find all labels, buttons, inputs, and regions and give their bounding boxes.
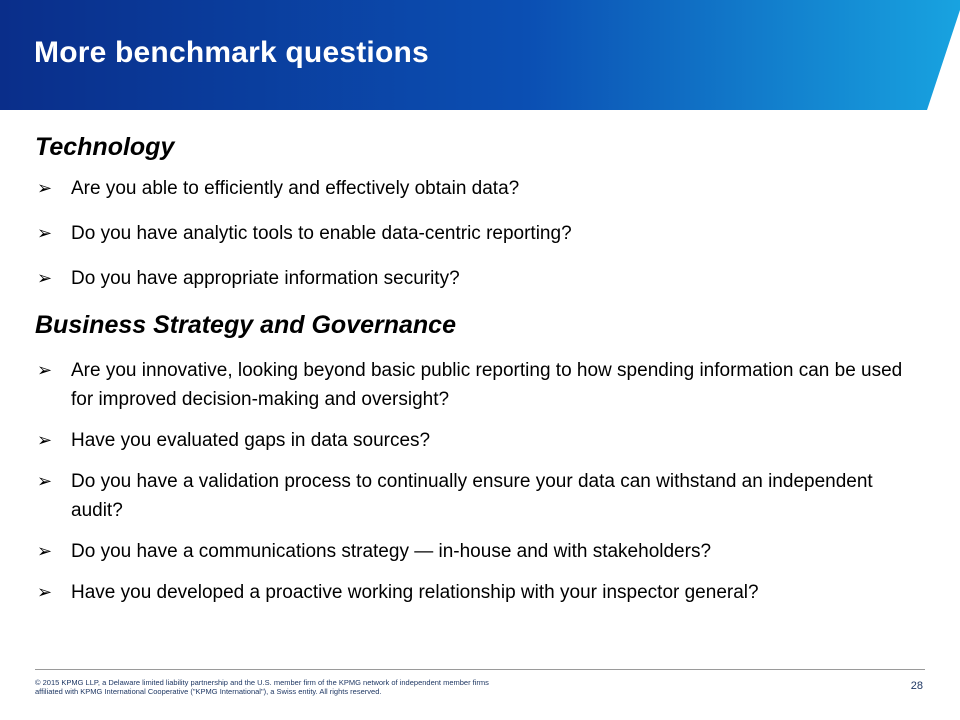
arrowhead-bullet-icon: ➢ <box>37 223 53 243</box>
business-strategy-question-list <box>35 356 915 619</box>
arrowhead-bullet-icon: ➢ <box>37 471 53 491</box>
copyright-notice: © 2015 KPMG LLP, a Delaware limited liability partnership and the U.S. member firm of the KPMG network of independent member firms affiliated with KPMG International Cooperative ("KPMG International"), a Swiss entity. All rights reserved. <box>35 678 489 696</box>
section-heading-business-strategy: Business Strategy and Governance <box>35 311 456 339</box>
arrowhead-bullet-icon: ➢ <box>37 360 53 380</box>
question-text: Have you developed a proactive working relationship with your inspector general? <box>71 582 759 603</box>
title-banner <box>0 0 960 110</box>
list-item <box>35 426 915 455</box>
question-text: Have you evaluated gaps in data sources? <box>71 430 431 451</box>
question-text: Are you able to efficiently and effectively obtain data? <box>71 178 520 199</box>
section-heading-technology: Technology <box>35 133 175 161</box>
technology-question-list <box>35 174 915 309</box>
list-item <box>35 578 915 607</box>
question-text: Do you have appropriate information security? <box>71 268 460 289</box>
question-text: Do you have a communications strategy — in-house and with stakeholders? <box>71 541 712 562</box>
arrowhead-bullet-icon: ➢ <box>37 268 53 288</box>
arrowhead-bullet-icon: ➢ <box>37 178 53 198</box>
footer-divider <box>35 669 925 670</box>
list-item <box>35 219 915 248</box>
arrowhead-bullet-icon: ➢ <box>37 430 53 450</box>
page-number: 28 <box>910 680 923 692</box>
list-item <box>35 467 915 525</box>
list-item <box>35 356 915 414</box>
question-text: Do you have a validation process to continually ensure your data can withstand an independent audit? <box>71 471 873 521</box>
arrowhead-bullet-icon: ➢ <box>37 541 53 561</box>
question-text: Are you innovative, looking beyond basic public reporting to how spending information can be used for improved decision-making and oversight? <box>71 360 903 410</box>
list-item <box>35 264 915 293</box>
list-item <box>35 537 915 566</box>
slide-title: More benchmark questions <box>34 36 429 69</box>
question-text: Do you have analytic tools to enable data-centric reporting? <box>71 223 572 244</box>
arrowhead-bullet-icon: ➢ <box>37 582 53 602</box>
list-item <box>35 174 915 203</box>
